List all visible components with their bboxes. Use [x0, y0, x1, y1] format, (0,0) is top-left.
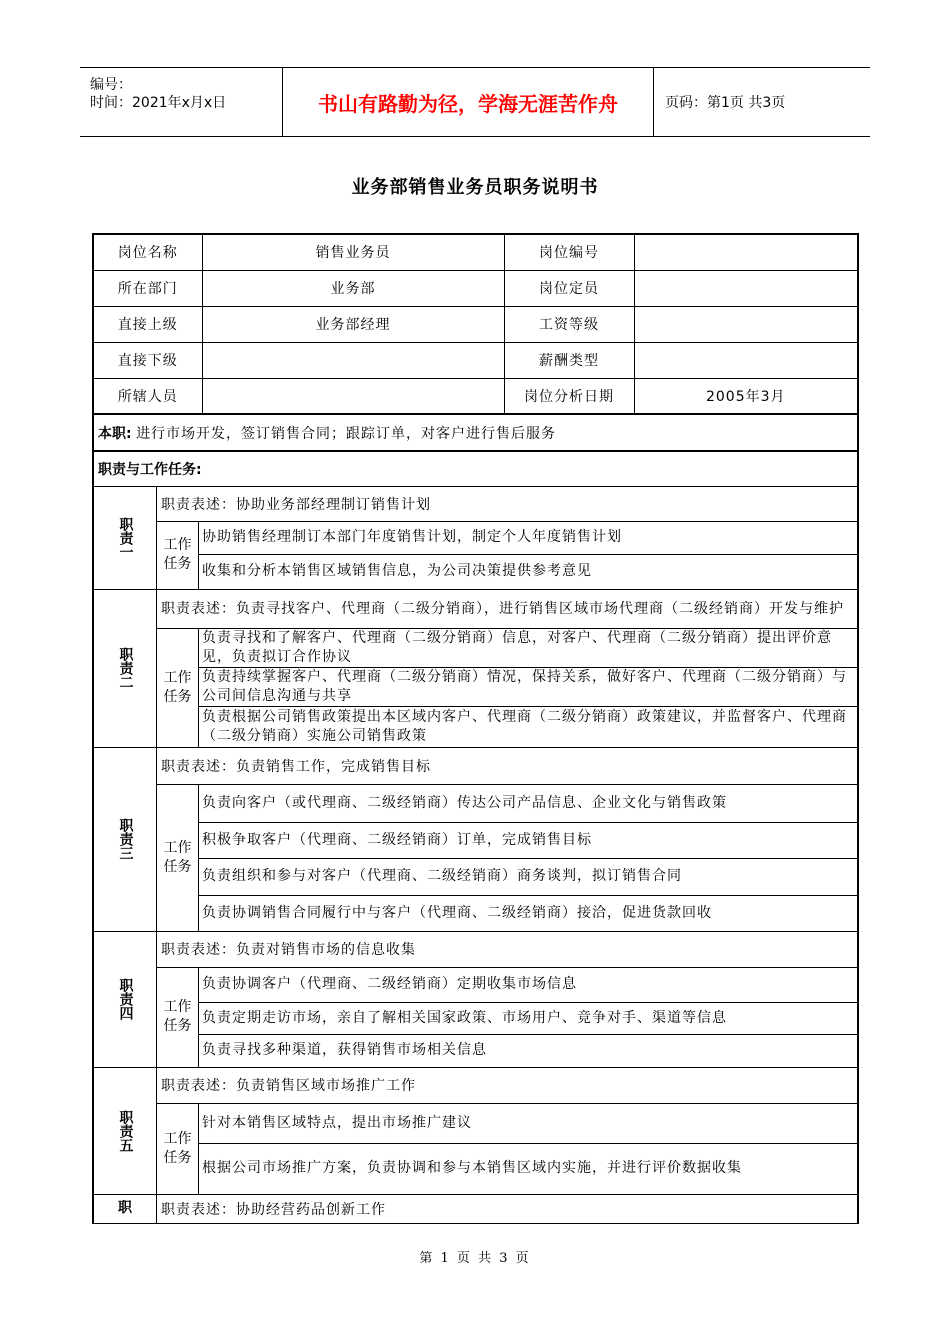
duty-description: 职责表述：负责销售工作，完成销售目标: [157, 748, 857, 785]
duty-section: [93, 747, 858, 931]
task-label: [157, 522, 199, 589]
task-label-text: 工作任务: [163, 839, 192, 875]
duty-description: 职责表述：负责寻找客户、代理商（二级分销商），进行销售区域市场代理商（二级经销商）开发与维护: [157, 590, 857, 629]
duty-description: 职责表述：负责销售区域市场推广工作: [157, 1068, 857, 1104]
duty-label-text: 职责四: [117, 978, 134, 1020]
task-item: 协助销售经理制订本部门年度销售计划，制定个人年度销售计划: [199, 522, 857, 555]
info-value: [634, 342, 858, 378]
task-item: 负责寻找多种渠道，获得销售市场相关信息: [202, 1042, 487, 1058]
duty-section: [93, 1194, 858, 1223]
duty-section: [93, 486, 858, 589]
task-label-text: 工作任务: [163, 669, 192, 705]
info-label: 直接下级: [93, 342, 202, 378]
info-label: 所辖人员: [93, 378, 202, 414]
duty-description: 职责表述：协助经营药品创新工作: [161, 1201, 386, 1218]
info-label: 工资等级: [504, 306, 634, 342]
info-row: [93, 306, 858, 342]
document-title: 业务部销售业务员职务说明书: [351, 177, 599, 198]
page-footer: 第 1 页 共 3 页: [419, 1251, 531, 1266]
duties-heading-row: [93, 451, 858, 486]
duty-label: [94, 932, 157, 1067]
header-motto: 书山有路勤为径，学海无涯苦作舟: [282, 68, 654, 136]
basic-duty-row: [93, 414, 858, 451]
info-label: 岗位定员: [504, 270, 634, 306]
info-value: [634, 270, 858, 306]
task-item: 负责协调客户（代理商、二级经销商）定期收集市场信息: [199, 968, 857, 1003]
doc-time-label: 时间：2021年x月x日: [90, 95, 227, 111]
info-value: [202, 378, 504, 414]
duty-description: 职责表述：协助业务部经理制订销售计划: [157, 487, 857, 522]
info-row: [93, 234, 858, 270]
duty-section: [93, 589, 858, 747]
info-row: [93, 270, 858, 306]
task-item: 负责寻找和了解客户、代理商（二级分销商）信息，对客户、代理商（二级分销商）提出评价意见，负责拟订合作协议: [199, 629, 857, 668]
task-label: [157, 785, 199, 931]
info-value: [634, 306, 858, 342]
task-item: 负责根据公司销售政策提出本区域内客户、代理商（二级分销商）政策建议，并监督客户、代理商（二级分销商）实施公司销售政策: [202, 708, 847, 744]
info-row: [93, 342, 858, 378]
duties-heading: 职责与工作任务:: [98, 461, 202, 478]
info-label: 岗位编号: [504, 234, 634, 270]
info-value: [634, 234, 858, 270]
info-value: 业务部经理: [202, 306, 504, 342]
task-item: 负责持续掌握客户、代理商（二级分销商）情况，保持关系，做好客户、代理商（二级分销商）与公司间信息沟通与共享: [199, 668, 857, 707]
duty-label-text: 职责一: [117, 516, 134, 559]
task-item: 负责组织和参与对客户（代理商、二级经销商）商务谈判，拟订销售合同: [199, 859, 857, 896]
task-item: 负责协调销售合同履行中与客户（代理商、二级经销商）接洽，促进货款回收: [202, 904, 712, 921]
task-item: 负责向客户（或代理商、二级经销商）传达公司产品信息、企业文化与销售政策: [199, 785, 857, 823]
info-value: 业务部: [202, 270, 504, 306]
info-label: 所在部门: [93, 270, 202, 306]
task-item: 根据公司市场推广方案，负责协调和参与本销售区域内实施，并进行评价数据收集: [202, 1160, 742, 1176]
task-label: [157, 1104, 199, 1194]
task-label-text: 工作任务: [163, 537, 192, 572]
header-meta: [80, 68, 282, 136]
task-item: 针对本销售区域特点，提出市场推广建议: [199, 1104, 857, 1144]
task-label-text: 工作任务: [163, 999, 192, 1034]
task-item: 负责定期走访市场，亲自了解相关国家政策、市场用户、竞争对手、渠道等信息: [199, 1003, 857, 1035]
doc-number-label: 编号：: [90, 77, 132, 93]
info-value: [202, 342, 504, 378]
duty-label: 职: [94, 1195, 157, 1223]
task-item: 积极争取客户（代理商、二级经销商）订单，完成销售目标: [199, 823, 857, 859]
duty-label: [94, 590, 157, 747]
info-value: 2005年3月: [634, 378, 858, 414]
duty-label-text: 职责五: [117, 1109, 134, 1152]
duty-label-text: 职责三: [117, 818, 134, 860]
info-label: 岗位分析日期: [504, 378, 634, 414]
info-label: 直接上级: [93, 306, 202, 342]
basic-duty-text: 进行市场开发，签订销售合同；跟踪订单，对客户进行售后服务: [136, 425, 557, 442]
header-page-number: 页码：第1页 共3页: [665, 95, 786, 111]
duty-label: [94, 748, 157, 931]
duty-description: 职责表述：负责对销售市场的信息收集: [157, 932, 857, 968]
info-row: [93, 378, 858, 414]
page-header: [80, 67, 870, 137]
duty-label: [94, 1068, 157, 1194]
task-label-text: 工作任务: [163, 1130, 192, 1166]
duty-section: [93, 1067, 858, 1194]
duty-section: [93, 931, 858, 1067]
task-label: [157, 968, 199, 1067]
basic-duty-label: 本职:: [98, 425, 132, 442]
task-item: 收集和分析本销售区域销售信息，为公司决策提供参考意见: [202, 562, 592, 579]
task-label: [157, 629, 199, 747]
info-label: 岗位名称: [93, 234, 202, 270]
info-label: 薪酬类型: [504, 342, 634, 378]
duty-label-text: 职责二: [117, 647, 134, 689]
duty-label: [94, 487, 157, 589]
job-description-table: [92, 233, 859, 1224]
info-value: 销售业务员: [202, 234, 504, 270]
